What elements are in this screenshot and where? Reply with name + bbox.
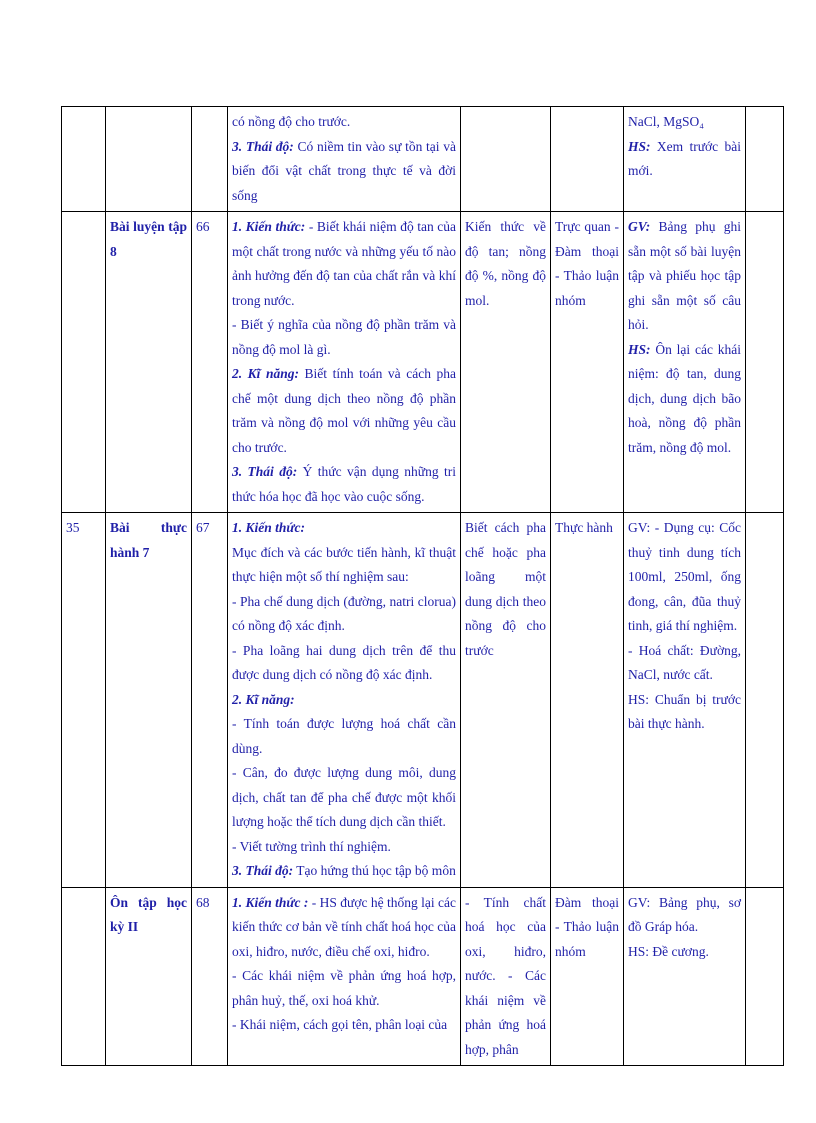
paragraph-text: - Cân, đo được lượng dung môi, dung dịch, chất tan để pha chế được một khối lượng hoặc thể tích dung dịch cần thiết.	[232, 765, 456, 829]
paragraph-text: có nồng độ cho trước.	[232, 114, 351, 129]
paragraph	[232, 835, 456, 860]
paragraph-text: - Pha chế dung dịch (đường, natri clorua) có nồng độ xác định.	[232, 593, 456, 633]
paragraph	[232, 313, 456, 362]
lesson-cell: Bài thực hành 7	[106, 513, 192, 888]
preparation-cell	[624, 887, 746, 1066]
paragraph-text: Có niềm tin vào sự tồn tại và biến đổi vật chất trong thực tế và đời sống	[232, 138, 456, 203]
method-cell: Đàm thoại - Thảo luận nhóm	[551, 887, 624, 1066]
method-cell: Trực quan - Đàm thoại - Thảo luận nhóm	[551, 212, 624, 513]
table-row	[62, 513, 784, 888]
paragraph	[232, 712, 456, 761]
paragraph	[232, 964, 456, 1013]
method-cell: Thực hành	[551, 513, 624, 888]
notes-cell	[746, 107, 784, 212]
focus-cell: - Tính chất hoá học của oxi, hiđro, nước. - Các khái niệm về phản ứng hoá hợp, phân	[461, 887, 551, 1066]
notes-cell	[746, 513, 784, 888]
method-cell	[551, 107, 624, 212]
heading-label: 3. Thái độ:	[232, 863, 294, 878]
paragraph	[628, 215, 741, 338]
paragraph	[232, 215, 456, 313]
heading-label: 2. Kĩ năng:	[232, 366, 299, 381]
paragraph-text: Biết tính toán và cách pha chế một dung dịch theo nồng độ phần trăm và nồng độ mol với những yêu cầu cho trước.	[232, 366, 456, 455]
paragraph	[232, 135, 456, 209]
paragraph-text: NaCl, MgSO₄	[628, 114, 704, 129]
paragraph	[628, 639, 741, 688]
paragraph	[232, 362, 456, 460]
heading-label: 1. Kiến thức :	[232, 894, 309, 910]
paragraph-text: - Biết khái niệm độ tan của một chất trong nước và những yếu tố nào ảnh hưởng đến độ tan của chất rắn và khí trong nước.	[232, 219, 456, 308]
heading-label: HS:	[628, 341, 651, 357]
paragraph	[232, 516, 456, 541]
paragraph-text: - Khái niệm, cách gọi tên, phân loại của	[232, 1017, 448, 1032]
objectives-cell	[228, 887, 461, 1066]
paragraph-text: Tạo hứng thú học tập bộ môn	[293, 863, 456, 878]
paragraph	[232, 891, 456, 965]
objectives-cell	[228, 513, 461, 888]
paragraph-text: GV: - Dụng cụ: Cốc thuỷ tinh dung tích 100ml, 250ml, ống đong, cân, đũa thuỷ tinh, giá thí nghiệm.	[628, 520, 741, 633]
paragraph-text: - Pha loãng hai dung dịch trên để thu được dung dịch có nồng độ xác định.	[232, 642, 456, 682]
focus-cell	[461, 107, 551, 212]
paragraph	[232, 639, 456, 688]
paragraph	[628, 940, 741, 965]
heading-label: 2. Kĩ năng:	[232, 691, 295, 707]
paragraph	[628, 516, 741, 639]
focus-cell: Kiến thức về độ tan; nồng độ %, nồng độ mol.	[461, 212, 551, 513]
preparation-cell	[624, 212, 746, 513]
paragraph	[232, 761, 456, 835]
paragraph	[232, 590, 456, 639]
paragraph	[628, 688, 741, 737]
period-cell: 67	[192, 513, 228, 888]
lesson-cell: Ôn tập học kỳ II	[106, 887, 192, 1066]
objectives-cell	[228, 212, 461, 513]
week-cell	[62, 107, 106, 212]
paragraph-text: GV: Bảng phụ, sơ đồ Gráp hóa.	[628, 894, 741, 934]
paragraph-text: Xem trước bài mới.	[628, 138, 741, 178]
paragraph-text: Mục đích và các bước tiến hành, kĩ thuật thực hiện một số thí nghiệm sau:	[232, 544, 456, 584]
paragraph	[232, 460, 456, 509]
heading-label: HS:	[628, 138, 651, 154]
paragraph-text: Ý thức vận dụng những tri thức hóa học đã học vào cuộc sống.	[232, 464, 456, 504]
lesson-cell: Bài luyện tập 8	[106, 212, 192, 513]
period-cell: 66	[192, 212, 228, 513]
week-cell	[62, 887, 106, 1066]
paragraph	[232, 1013, 456, 1038]
lesson-cell	[106, 107, 192, 212]
preparation-cell	[624, 513, 746, 888]
paragraph	[232, 541, 456, 590]
paragraph	[628, 135, 741, 184]
paragraph	[628, 891, 741, 940]
lesson-plan-table	[61, 106, 784, 1066]
paragraph-text: Ôn lại các khái niệm: độ tan, dung dịch, dung dịch bão hoà, nồng độ phần trăm, nồng độ mol.	[628, 341, 741, 455]
table-row	[62, 887, 784, 1066]
heading-label: 1. Kiến thức:	[232, 520, 305, 535]
notes-cell	[746, 212, 784, 513]
focus-cell: Biết cách pha chế hoặc pha loãng một dung dịch theo nồng độ cho trước	[461, 513, 551, 888]
paragraph	[232, 859, 456, 884]
paragraph-text: HS: Chuẩn bị trước bài thực hành.	[628, 691, 741, 731]
paragraph-text: HS: Đề cương.	[628, 943, 709, 959]
paragraph-text: - Viết tường trình thí nghiệm.	[232, 838, 391, 854]
table-row	[62, 212, 784, 513]
week-cell: 35	[62, 513, 106, 888]
heading-label: 3. Thái độ:	[232, 138, 294, 154]
paragraph	[232, 688, 456, 713]
table-row	[62, 107, 784, 212]
paragraph-text: Bảng phụ ghi sẵn một số bài luyện tập và phiếu học tập ghi sẵn một số câu hỏi.	[628, 219, 741, 332]
paragraph-text: - Hoá chất: Đường, NaCl, nước cất.	[628, 642, 741, 682]
paragraph-text: - Biết ý nghĩa của nồng độ phần trăm và nồng độ mol là gì.	[232, 317, 456, 357]
paragraph-text: - HS được hệ thống lại các kiến thức cơ bản về tính chất hoá học của oxi, hiđro, nước, điều chế oxi, hiđro.	[232, 894, 456, 959]
paragraph	[628, 110, 741, 135]
paragraph	[628, 338, 741, 461]
period-cell	[192, 107, 228, 212]
paragraph-text: - Tính toán được lượng hoá chất cần dùng.	[232, 716, 456, 756]
heading-label: GV:	[628, 219, 651, 234]
preparation-cell	[624, 107, 746, 212]
heading-label: 3. Thái độ:	[232, 464, 298, 479]
paragraph-text: - Các khái niệm về phản ứng hoá hợp, phân huỷ, thế, oxi hoá khử.	[232, 968, 456, 1008]
notes-cell	[746, 887, 784, 1066]
heading-label: 1. Kiến thức:	[232, 219, 306, 234]
week-cell	[62, 212, 106, 513]
paragraph	[232, 110, 456, 135]
period-cell: 68	[192, 887, 228, 1066]
objectives-cell	[228, 107, 461, 212]
